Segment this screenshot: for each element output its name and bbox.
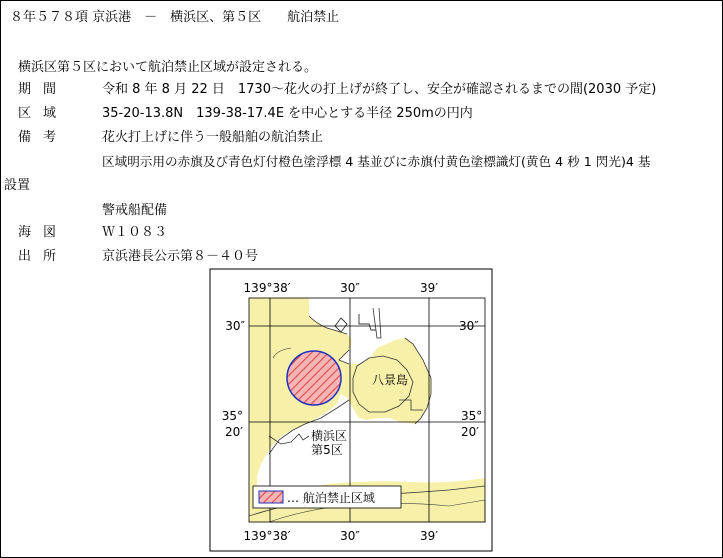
remarks-line2-wrap: 設置 bbox=[4, 178, 31, 193]
notice-intro: 横浜区第５区において航泊禁止区域が設定される。 bbox=[18, 60, 318, 75]
top-tick-label: 139°38′ bbox=[243, 281, 291, 295]
remarks-line2: 区域明示用の赤旗及び青色灯付橙色塗浮標 4 基並びに赤旗付黄色塗標識灯(黄色 4 秒 1 閃光)4 基 bbox=[102, 154, 651, 169]
legend-swatch bbox=[259, 491, 283, 503]
bottom-tick-label: 39′ bbox=[420, 529, 438, 543]
remarks-label: 備考 bbox=[18, 130, 69, 145]
top-tick-label: 39′ bbox=[420, 281, 438, 295]
hakkeijima-label: 八景島 bbox=[371, 373, 409, 387]
dai5-district-label: 第5区 bbox=[311, 443, 343, 457]
chart-value: Ｗ１０８３ bbox=[102, 225, 168, 240]
left-tick-label: 30″ bbox=[225, 319, 245, 333]
right-tick-label: 35° bbox=[461, 409, 483, 423]
source-label: 出所 bbox=[18, 249, 69, 264]
area-label: 区域 bbox=[18, 106, 69, 121]
right-tick-label: 30″ bbox=[459, 319, 479, 333]
bottom-tick-label: 30″ bbox=[340, 529, 360, 543]
left-tick-label: 35° bbox=[221, 409, 243, 423]
left-tick-label: 20′ bbox=[225, 425, 243, 439]
legend-text: … 航泊禁止区域 bbox=[287, 491, 375, 505]
yokohama-district-label: 横浜区 bbox=[310, 429, 348, 443]
period-value: 令和 8 年 8 月 22 日 1730～花火の打上げが終了し、安全が確認されるまでの間(2030 予定) bbox=[102, 82, 657, 97]
area-map bbox=[209, 268, 493, 552]
notice-title: ８年５７８項 京浜港 － 横浜区、第５区 航泊禁止 bbox=[10, 10, 340, 25]
chart-label: 海図 bbox=[18, 225, 69, 240]
bottom-tick-label: 139°38′ bbox=[243, 529, 291, 543]
remarks-line1: 花火打上げに伴う一般船舶の航泊禁止 bbox=[102, 130, 324, 145]
top-tick-label: 30″ bbox=[340, 281, 360, 295]
right-tick-label: 20′ bbox=[461, 425, 479, 439]
remarks-line3: 警戒船配備 bbox=[102, 203, 168, 218]
period-label: 期間 bbox=[18, 82, 69, 97]
area-value: 35-20-13.8N 139-38-17.4E を中心とする半径 250mの円内 bbox=[102, 106, 473, 121]
closure-zone-circle bbox=[287, 351, 341, 405]
source-value: 京浜港長公示第８－４０号 bbox=[102, 249, 259, 264]
